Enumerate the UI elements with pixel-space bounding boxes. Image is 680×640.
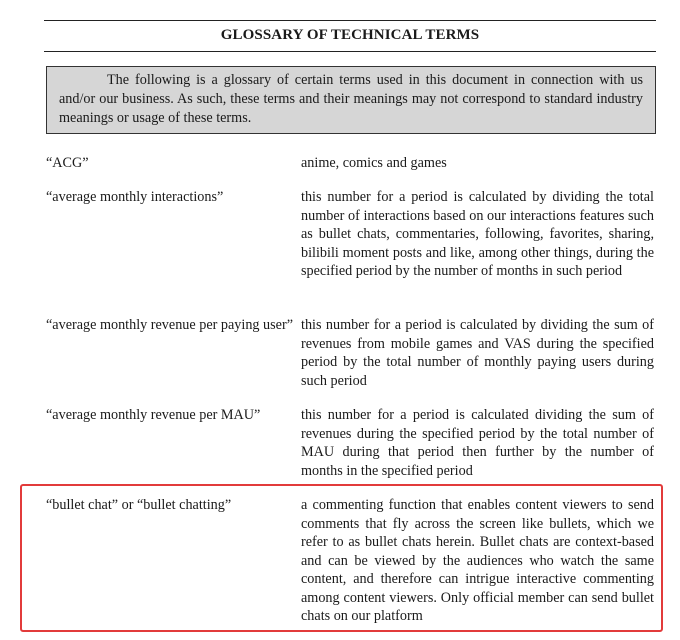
glossary-term: “average monthly revenue per MAU”	[46, 407, 261, 423]
glossary-definition: a commenting function that enables content viewers to send comments that fly across the screen like bullets, which we refer to as bullet chats herein. Bullet chats are context-based and can be viewed by the audiences who watch the same content, and therefore can intrigue interactive commenting among content viewers. Only official member can send bullet chats on our platform	[301, 497, 654, 624]
glossary-definition: anime, comics and games	[301, 155, 447, 171]
top-rule	[44, 20, 656, 21]
glossary-definition: this number for a period is calculated by dividing the total number of interactions based on our interactions features such as bullet chats, commentaries, following, favorites, sharing, bilibili moment posts and like, among other things, during the specified period by the number of months in such period	[301, 189, 654, 279]
glossary-term: “ACG”	[46, 155, 89, 171]
intro-box: The following is a glossary of certain terms used in this document in connection with us and/or our business. As such, these terms and their meanings may not correspond to standard industry meanings or usage of these terms.	[46, 66, 656, 134]
glossary-term: “average monthly revenue per paying user”	[46, 317, 293, 333]
glossary-term: “average monthly interactions”	[46, 189, 224, 205]
glossary-definition: this number for a period is calculated dividing the sum of revenues during the specified period by the total number of MAU during that period then further by the number of months in the specified period	[301, 407, 654, 479]
highlight-box	[20, 484, 663, 632]
title-rule	[44, 51, 656, 52]
glossary-definition: this number for a period is calculated by dividing the sum of revenues from mobile games and VAS during the specified period by the total number of monthly paying users during such period	[301, 317, 654, 389]
glossary-term: “bullet chat” or “bullet chatting”	[46, 497, 232, 513]
page-title: GLOSSARY OF TECHNICAL TERMS	[220, 27, 480, 43]
